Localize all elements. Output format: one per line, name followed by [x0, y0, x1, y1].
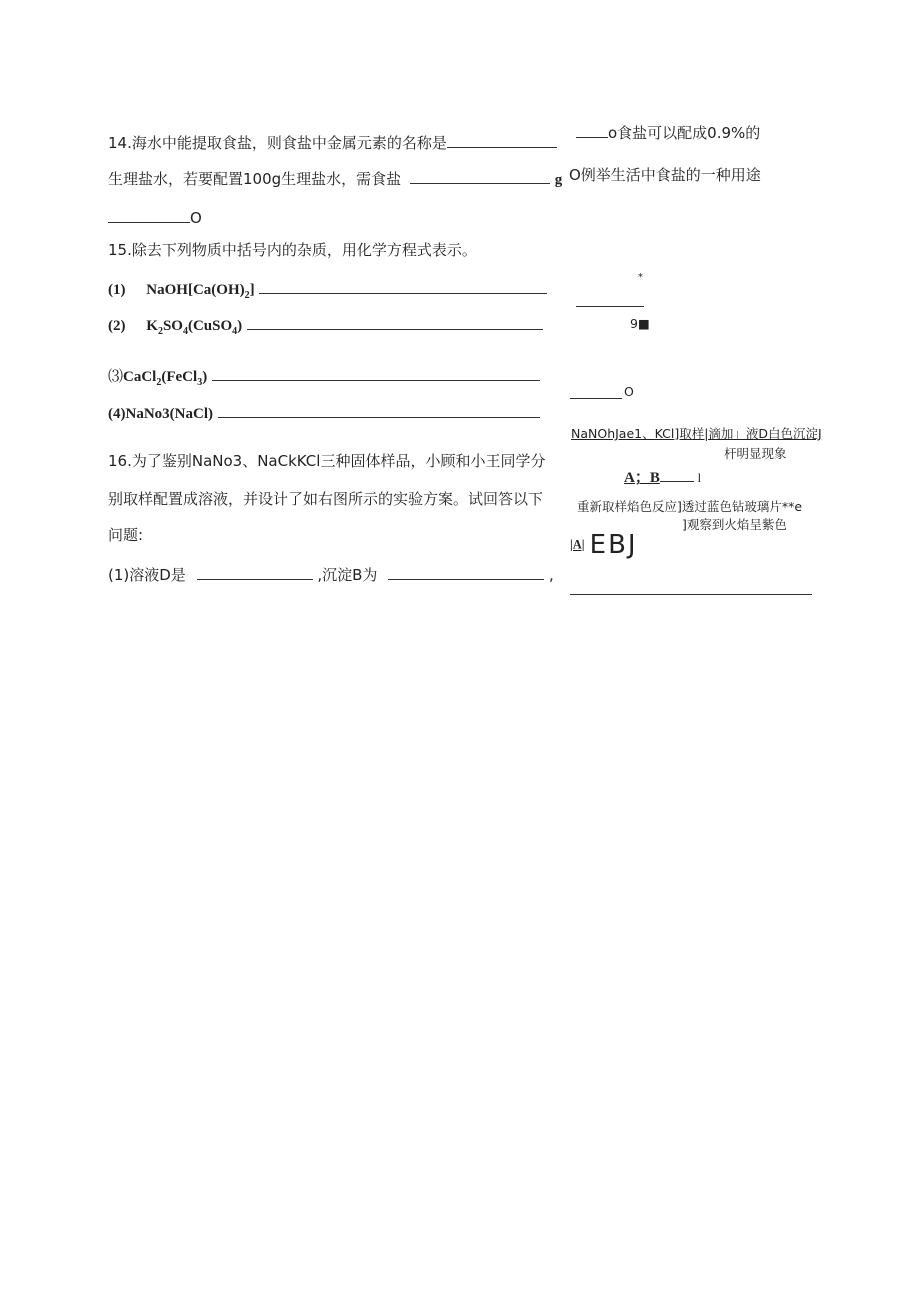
q14-text: 14.海水中能提取食盐，则食盐中金属元素的名称是	[108, 134, 447, 152]
q14-right-text2: O例举生活中食盐的一种用途	[569, 166, 761, 184]
flow-row1	[571, 424, 822, 442]
q14-text2: 生理盐水，若要配置100g生理盐水，需食盐	[108, 170, 402, 188]
q16-line4	[108, 563, 554, 585]
flow-ebj: EBJ	[589, 530, 638, 560]
q14-unit: g	[554, 172, 563, 188]
q14-blank-metal[interactable]	[447, 131, 557, 148]
side-line-1	[576, 306, 644, 307]
q15-title: 15.除去下列物质中括号内的杂质，用化学方程式表示。	[108, 241, 477, 259]
q15-item1-num: (1)	[108, 282, 126, 298]
q16-blank-d[interactable]	[197, 563, 313, 580]
q16-comma: ,	[549, 566, 554, 584]
q15-item3-formula: CaCl$_2$(FeCl$_3$)	[123, 369, 208, 388]
q15-item1-formula: $NaOH[Ca(OH)_2]$	[146, 282, 255, 301]
q15-item2-formula: $K_2SO_4(CuSO_4)$	[146, 318, 243, 337]
side-nine: 9■	[630, 316, 650, 331]
q16-blank-b[interactable]	[388, 563, 544, 580]
side-star: *	[638, 272, 643, 283]
q14-line2-right	[569, 165, 761, 185]
flow-a-box: |A|	[570, 537, 585, 552]
q16-line1: 16.为了鉴别NaNo3、NaCkKCl三种固体样品，小顾和小王同学分	[108, 452, 546, 470]
flow-row4: 重新取样焰色反应]透过蓝色钻玻璃片**e	[577, 499, 803, 514]
flow-l: l	[697, 471, 702, 485]
q14-end-mark: O	[190, 209, 202, 227]
side-o-mark: O	[624, 384, 634, 399]
flow-ab: A；B	[624, 470, 660, 486]
q16-line3: 问题:	[108, 526, 144, 544]
q15-item3-blank[interactable]	[212, 364, 540, 381]
q14-line1	[108, 131, 557, 153]
flow-row3	[624, 465, 701, 488]
flow-row6	[570, 530, 638, 560]
q16-q1-text: (1)溶液D是	[108, 566, 186, 584]
q14-blank-use[interactable]	[108, 206, 190, 223]
q14-line3	[108, 206, 202, 228]
q15-item4-formula: (4)NaNo3(NaCl)	[108, 406, 213, 422]
side-line-bottom	[570, 594, 812, 595]
q15-item1	[108, 277, 547, 306]
q15-item3	[108, 364, 540, 393]
q14-line1-right	[576, 121, 760, 143]
flow-row1-text: NaNOhJae1、KCl]取样|滴加」液D白色沉淀J	[571, 426, 822, 441]
q15-item2	[108, 313, 543, 342]
q14-blank-small[interactable]	[576, 121, 608, 138]
flow-row5: ]观察到火焰呈紫色	[682, 517, 787, 532]
q14-blank-mass[interactable]	[410, 167, 550, 184]
q15-item3-num: ⑶	[108, 367, 124, 385]
q15-item4-blank[interactable]	[218, 401, 540, 418]
q15-item2-blank[interactable]	[247, 313, 543, 330]
q15-item4	[108, 401, 540, 424]
q15-item2-num: (2)	[108, 318, 126, 334]
q16-q1-text-b: ,沉淀B为	[317, 566, 378, 584]
side-line-2	[570, 398, 622, 399]
q14-right-text: o食盐可以配成0.9%的	[608, 124, 761, 142]
q15-item1-blank[interactable]	[259, 277, 547, 294]
flow-row2: 杆明显现象	[724, 446, 787, 461]
q16-line2: 别取样配置成溶液，并设计了如右图所示的实验方案。试回答以下	[108, 490, 544, 508]
q14-line2	[108, 167, 562, 190]
